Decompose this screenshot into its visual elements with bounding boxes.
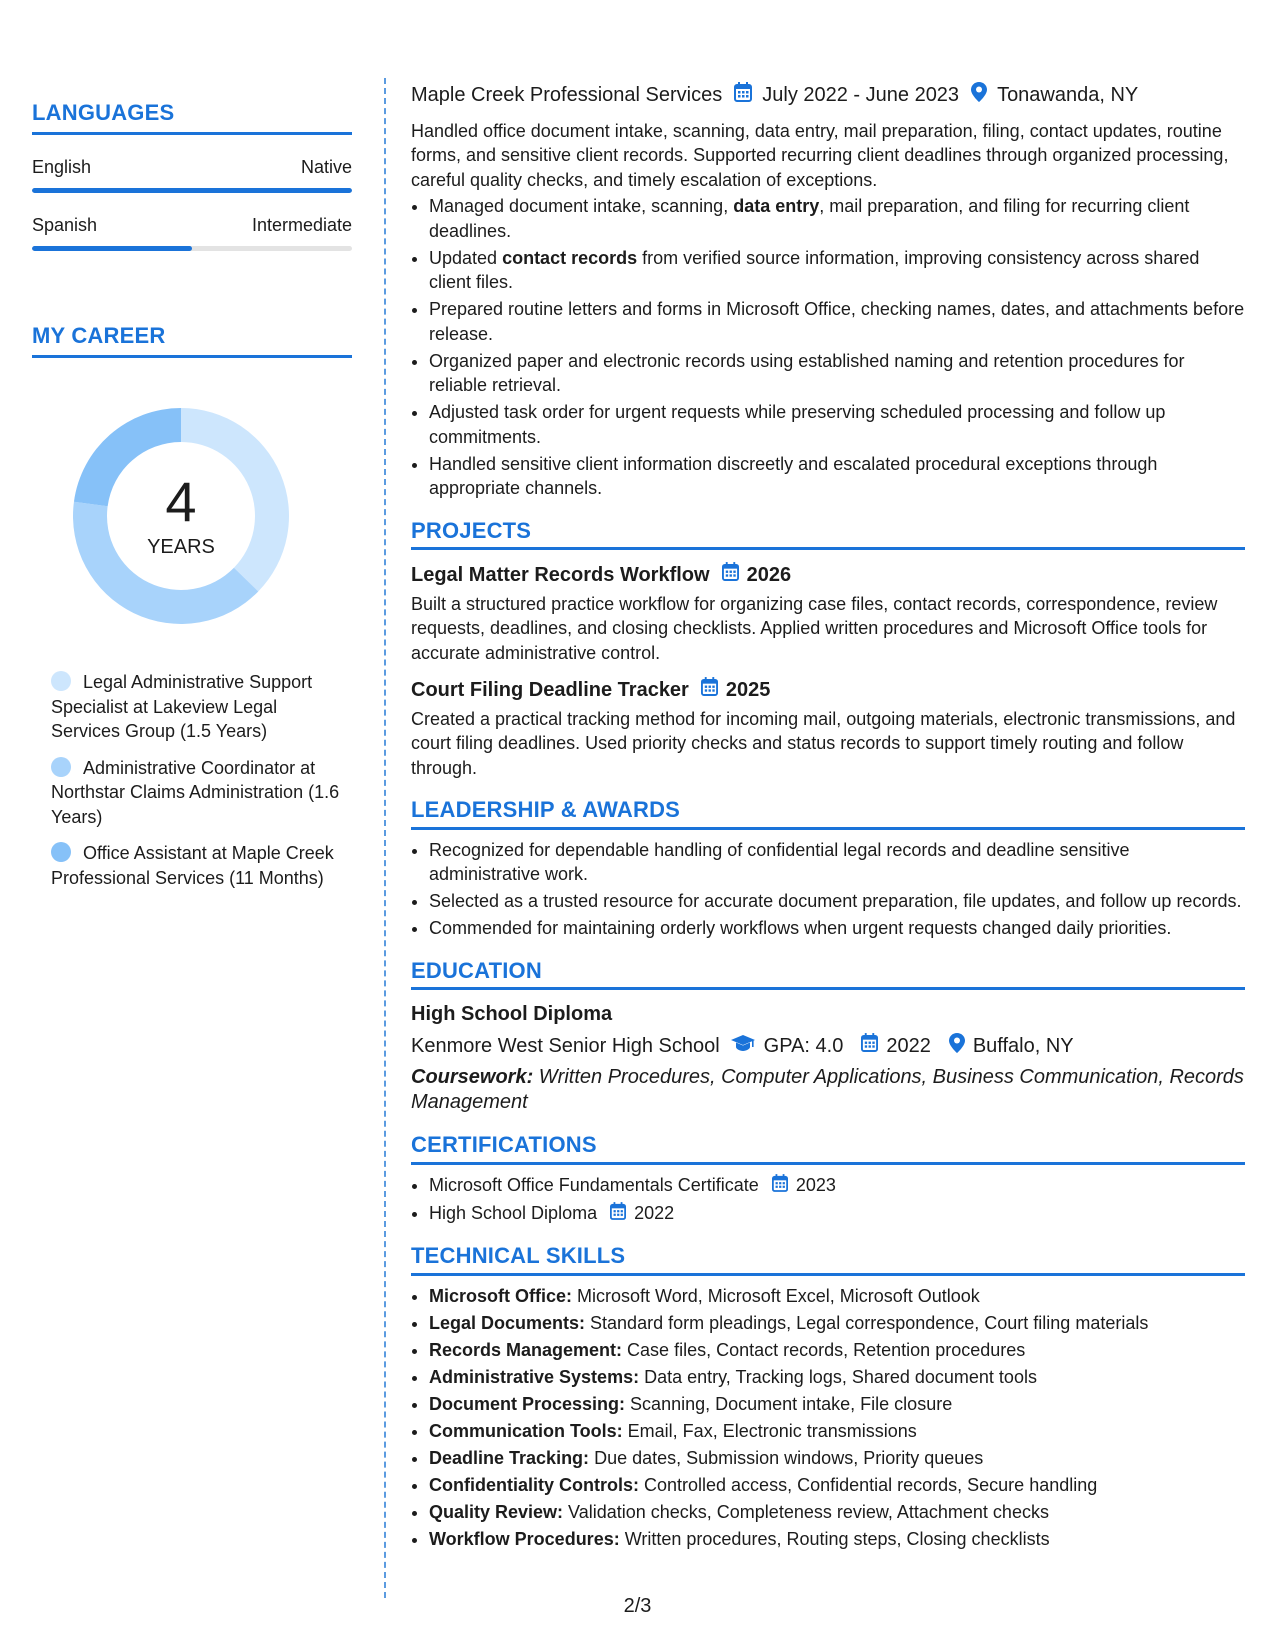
job-description: Handled office document intake, scanning, data entry, mail preparation, filing, contact updates, routine forms, and sensitive client records. Supported recurring client deadlines through organized processing, careful quality checks, and timely escalation of exceptions.: [411, 120, 1229, 190]
certification-item: [429, 1173, 1245, 1199]
project-item: [411, 677, 1245, 780]
language-name: Spanish: [32, 215, 98, 235]
job-bullet: • Prepared routine letters and forms in Microsoft Office, checking names, dates, and attachments before release.: [429, 297, 1245, 346]
skill-item: • Communication Tools: Email, Fax, Electronic transmissions: [429, 1419, 1245, 1444]
job-company: Maple Creek Professional Services: [411, 84, 723, 106]
certification-name: High School Diploma: [429, 1202, 598, 1223]
education-details: [411, 1033, 1245, 1060]
calendar-icon: [610, 1202, 626, 1227]
career-legend-item: Office Assistant at Maple Creek Professional Services (11 Months): [51, 843, 334, 888]
career-legend: [51, 670, 341, 890]
page-number: 2/3: [623, 1595, 652, 1617]
job-header: [411, 82, 1245, 109]
education-school: Kenmore West Senior High School: [411, 1034, 720, 1057]
column-divider: [384, 78, 386, 1598]
language-item: [32, 215, 352, 251]
leadership-list: [411, 838, 1245, 941]
job-dates: July 2022 - June 2023: [762, 84, 960, 106]
calendar-icon: [734, 82, 752, 109]
skill-item: • Legal Documents: Standard form pleadings, Legal correspondence, Court filing materials: [429, 1311, 1245, 1336]
main-content: [411, 82, 1245, 1554]
legend-dot-icon: [51, 671, 71, 691]
location-pin-icon: [949, 1033, 965, 1060]
language-proficiency-fill: [32, 246, 192, 251]
skill-item: • Deadline Tracking: Due dates, Submission windows, Priority queues: [429, 1446, 1245, 1471]
education-year: 2022: [886, 1034, 931, 1057]
project-name: Legal Matter Records Workflow: [411, 563, 710, 586]
career-donut-chart: [65, 400, 297, 632]
project-name: Court Filing Deadline Tracker: [411, 678, 689, 701]
legend-dot-icon: [51, 842, 71, 862]
project-year: 2026: [746, 563, 792, 586]
job-bullet: • Organized paper and electronic records using established naming and retention procedures for reliable retrieval.: [429, 349, 1245, 398]
job-bullet: • Managed document intake, scanning, data entry, mail preparation, and filing for recurring client deadlines.: [429, 194, 1245, 243]
skill-item: • Confidentiality Controls: Controlled access, Confidential records, Secure handling: [429, 1473, 1245, 1498]
skill-item: • Quality Review: Validation checks, Completeness review, Attachment checks: [429, 1500, 1245, 1525]
career-total-years: 4: [165, 469, 197, 533]
certification-year: 2023: [795, 1174, 836, 1195]
job-bullet: • Adjusted task order for urgent requests while preserving scheduled processing and follow up commitments.: [429, 400, 1245, 449]
languages-heading: LANGUAGES: [32, 100, 352, 135]
certification-item: [429, 1201, 1245, 1227]
projects-heading: PROJECTS: [411, 519, 1245, 551]
calendar-icon: [772, 1174, 788, 1199]
language-level: Intermediate: [251, 215, 352, 235]
leadership-item: • Commended for maintaining orderly workflows when urgent requests changed daily priorities.: [429, 916, 1245, 941]
project-year: 2025: [725, 678, 771, 701]
language-item: [32, 157, 352, 193]
location-pin-icon: [971, 82, 987, 109]
coursework-label: Coursework:: [411, 1066, 534, 1088]
certifications-list: [411, 1173, 1245, 1227]
graduation-cap-icon: [730, 1034, 756, 1059]
education-heading: EDUCATION: [411, 959, 1245, 991]
career-legend-item: Administrative Coordinator at Northstar Claims Administration (1.6 Years): [51, 757, 340, 827]
language-name: English: [32, 157, 92, 177]
language-level: Native: [300, 157, 352, 177]
language-proficiency-bar: [32, 188, 352, 193]
calendar-icon: [701, 677, 718, 703]
certification-year: 2022: [634, 1202, 675, 1223]
education-gpa: GPA: 4.0: [763, 1034, 844, 1057]
coursework-text: Written Procedures, Computer Applications, Business Communication, Records Management: [411, 1066, 1244, 1113]
skills-list: [411, 1284, 1245, 1552]
leadership-heading: LEADERSHIP & AWARDS: [411, 798, 1245, 830]
job-bullet: • Updated contact records from verified source information, improving consistency across shared client files.: [429, 246, 1245, 295]
legend-dot-icon: [51, 757, 71, 777]
skill-item: • Document Processing: Scanning, Document intake, File closure: [429, 1392, 1245, 1417]
calendar-icon: [861, 1033, 878, 1059]
education-location: Buffalo, NY: [972, 1034, 1074, 1057]
career-legend-item: Legal Administrative Support Specialist at Lakeview Legal Services Group (1.5 Years): [51, 672, 313, 741]
job-location: Tonawanda, NY: [997, 84, 1139, 106]
project-description: Built a structured practice workflow for organizing case files, contact records, correspondence, review requests, deadlines, and closing checklists. Applied written procedures and Microsoft Office tools for accurate administrative control.: [411, 593, 1218, 663]
project-item: [411, 562, 1245, 665]
career-total-unit: YEARS: [147, 535, 215, 558]
skill-item: • Workflow Procedures: Written procedures, Routing steps, Closing checklists: [429, 1527, 1245, 1552]
certifications-heading: CERTIFICATIONS: [411, 1133, 1245, 1165]
language-proficiency-fill: [32, 188, 352, 193]
skill-item: • Microsoft Office: Microsoft Word, Microsoft Excel, Microsoft Outlook: [429, 1284, 1245, 1309]
calendar-icon: [722, 562, 739, 588]
education-coursework: [411, 1065, 1245, 1115]
skill-item: • Administrative Systems: Data entry, Tracking logs, Shared document tools: [429, 1365, 1245, 1390]
job-bullet-list: [411, 194, 1245, 501]
sidebar: [32, 100, 352, 902]
education-degree: High School Diploma: [411, 1003, 613, 1025]
project-description: Created a practical tracking method for incoming mail, outgoing materials, electronic transmissions, and court filing deadlines. Used priority checks and status records to support timely routing and follow through.: [411, 708, 1236, 778]
skill-item: • Records Management: Case files, Contact records, Retention procedures: [429, 1338, 1245, 1363]
language-proficiency-bar: [32, 246, 352, 251]
career-heading: MY CAREER: [32, 323, 352, 358]
job-bullet: • Handled sensitive client information discreetly and escalated procedural exceptions through appropriate channels.: [429, 452, 1245, 501]
leadership-item: • Recognized for dependable handling of confidential legal records and deadline sensitive administrative work.: [429, 838, 1245, 887]
skills-heading: TECHNICAL SKILLS: [411, 1244, 1245, 1276]
leadership-item: • Selected as a trusted resource for accurate document preparation, file updates, and follow up records.: [429, 889, 1245, 914]
certification-name: Microsoft Office Fundamentals Certificate: [429, 1174, 759, 1195]
